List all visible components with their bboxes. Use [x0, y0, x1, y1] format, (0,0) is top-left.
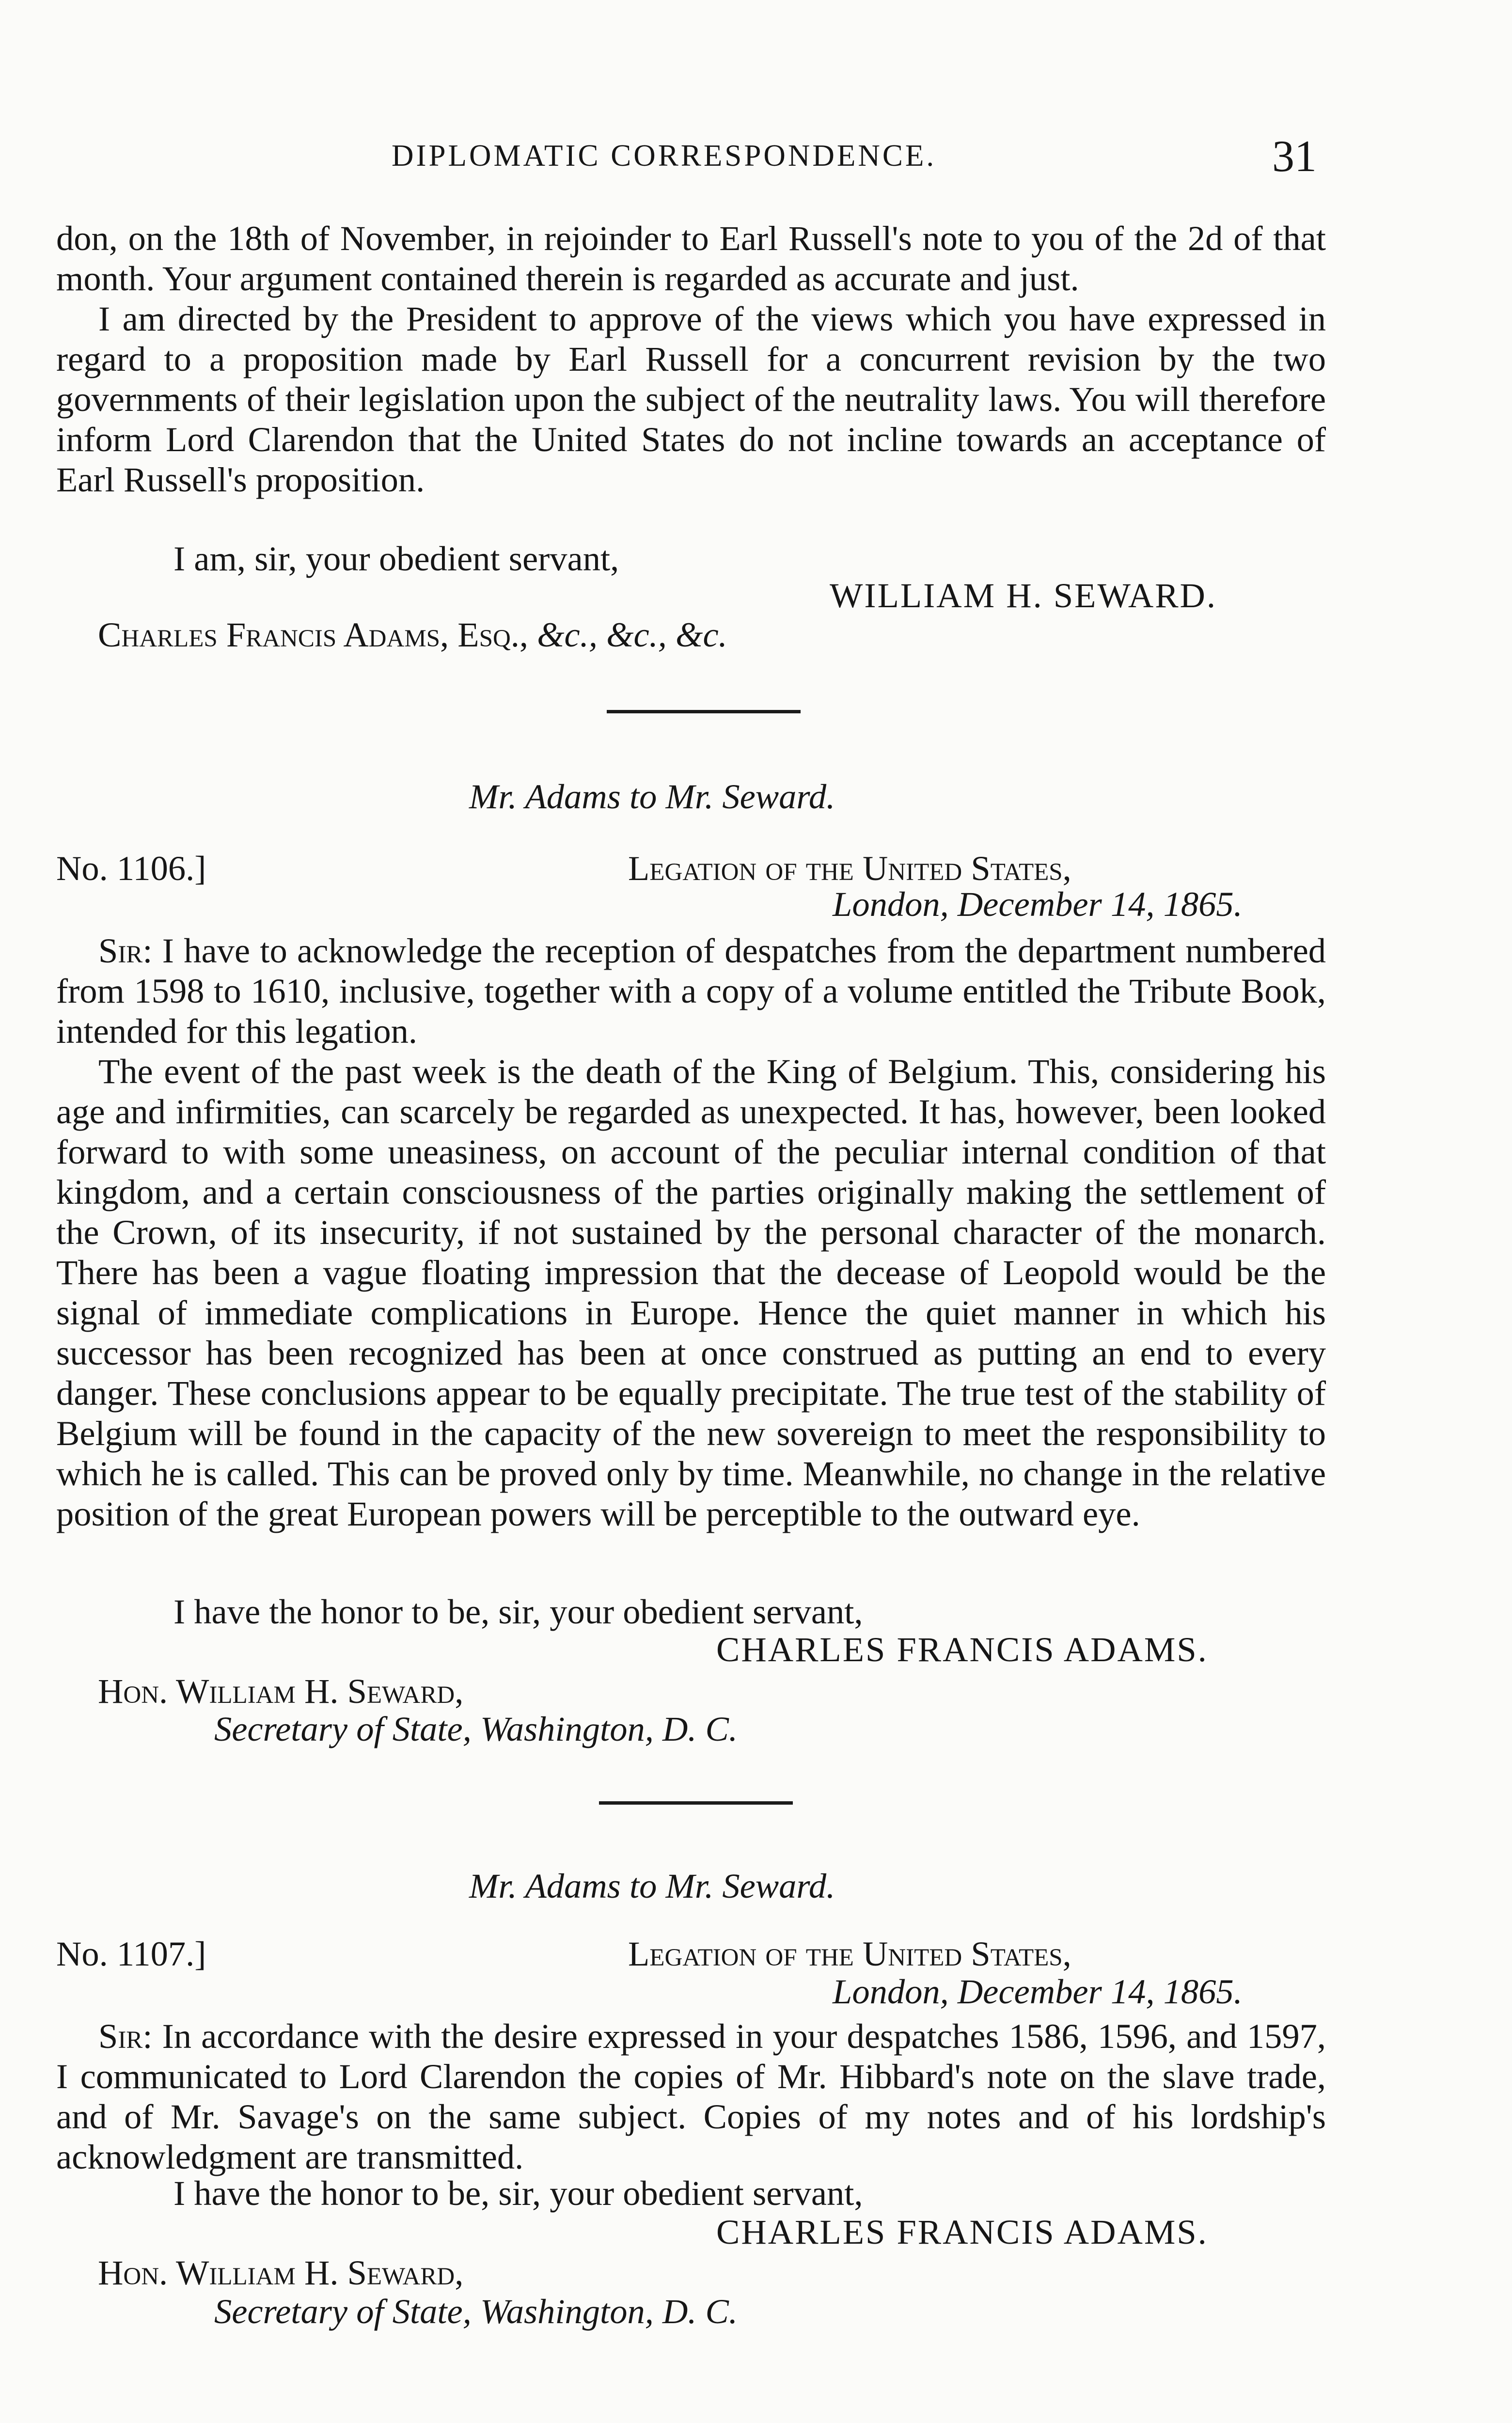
letter1-addressee: Charles Francis Adams, Esq.,: [98, 615, 529, 654]
letter3-closing: I have the honor to be, sir, your obedient servant,: [173, 2173, 863, 2213]
letter3-heading: Mr. Adams to Mr. Seward.: [469, 1866, 835, 1905]
letter3-paragraph-1-text: In accordance with the desire expressed in your despatches 1586, 1596, and 1597, I communicated to Lord Clarendon the copies of Mr. Hibbard's note on the slave trade, and of Mr. Savage's on the same subject. Copies of my notes and of his lordship's acknowledgment are transmitted.: [56, 2016, 1326, 2176]
letter3-body: [56, 2016, 1326, 2177]
letter1-addressee-suffix: &c., &c., &c.: [537, 615, 727, 654]
letter3-addressee: Hon. William H. Seward,: [98, 2253, 464, 2292]
letter2-signature: CHARLES FRANCIS ADAMS.: [716, 1630, 1208, 1669]
letter3-signature: CHARLES FRANCIS ADAMS.: [716, 2212, 1208, 2251]
letter2-paragraph-1: [56, 930, 1326, 1051]
letter1-closing: I am, sir, your obedient servant,: [173, 539, 619, 578]
page-number: 31: [1272, 131, 1317, 181]
letter3-place-date: London, December 14, 1865.: [833, 1972, 1243, 2011]
letter1-body: [56, 218, 1326, 500]
letter2-paragraph-2: The event of the past week is the death of the King of Belgium. This, considering his age and infirmities, can scarcely be regarded as unexpected. It has, however, been looked forward to with some uneasiness, on account of the peculiar internal condition of that kingdom, and a certain consciousness of the parties originally making the settlement of the Crown, of its insecurity, if not sustained by the personal character of the monarch. There has been a vague floating impression that the decease of Leopold would be the signal of immediate complications in Europe. Hence the quiet manner in which his successor has been recognized has been at once construed as putting an end to every danger. These conclusions appear to be equally precipitate. The true test of the stability of Belgium will be found in the capacity of the new sovereign to meet the responsibility to which he is called. This can be proved only by time. Meanwhile, no change in the relative position of the great European powers will be perceptible to the outward eye.: [56, 1052, 1326, 1533]
section-divider-2: [599, 1801, 793, 1805]
running-header: [0, 131, 1512, 191]
letter2-legation: Legation of the United States,: [628, 849, 1071, 888]
letter2-addressee-title: Secretary of State, Washington, D. C.: [214, 1709, 738, 1748]
letter2-addressee: Hon. William H. Seward,: [98, 1671, 464, 1711]
letter3-number: No. 1107.]: [56, 1934, 206, 1973]
letter1-addressee-line: [98, 614, 727, 655]
running-title: DIPLOMATIC CORRESPONDENCE.: [392, 139, 937, 173]
section-divider-1: [607, 710, 801, 713]
letter1-continued-paragraph: don, on the 18th of November, in rejoinder to Earl Russell's note to you of the 2d of that month. Your argument contained therein is regarded as accurate and just.: [56, 219, 1326, 298]
letter2-paragraph-1-text: I have to acknowledge the reception of despatches from the department numbered from 1598 to 1610, inclusive, together with a copy of a volume entitled the Tribute Book, intended for this legation.: [56, 931, 1326, 1051]
letter2-heading: Mr. Adams to Mr. Seward.: [469, 777, 835, 816]
letter2-place-date: London, December 14, 1865.: [833, 884, 1243, 924]
letter3-paragraph-1: [56, 2016, 1326, 2177]
letter3-addressee-title: Secretary of State, Washington, D. C.: [214, 2292, 738, 2331]
letter2-closing: I have the honor to be, sir, your obedient servant,: [173, 1592, 863, 1631]
letter2-salutation: Sir:: [98, 931, 153, 970]
letter3-salutation: Sir:: [98, 2016, 153, 2056]
letter3-legation: Legation of the United States,: [628, 1934, 1071, 1973]
letter2-number: No. 1106.]: [56, 849, 206, 888]
letter1-paragraph-2: I am directed by the President to approve of the views which you have expressed in regard to a proposition made by Earl Russell for a concurrent revision by the two governments of their legislation upon the subject of the neutrality laws. You will therefore inform Lord Clarendon that the United States do not incline towards an acceptance of Earl Russell's proposition.: [56, 299, 1326, 499]
letter2-body: [56, 930, 1326, 1534]
letter1-signature: WILLIAM H. SEWARD.: [830, 576, 1217, 615]
